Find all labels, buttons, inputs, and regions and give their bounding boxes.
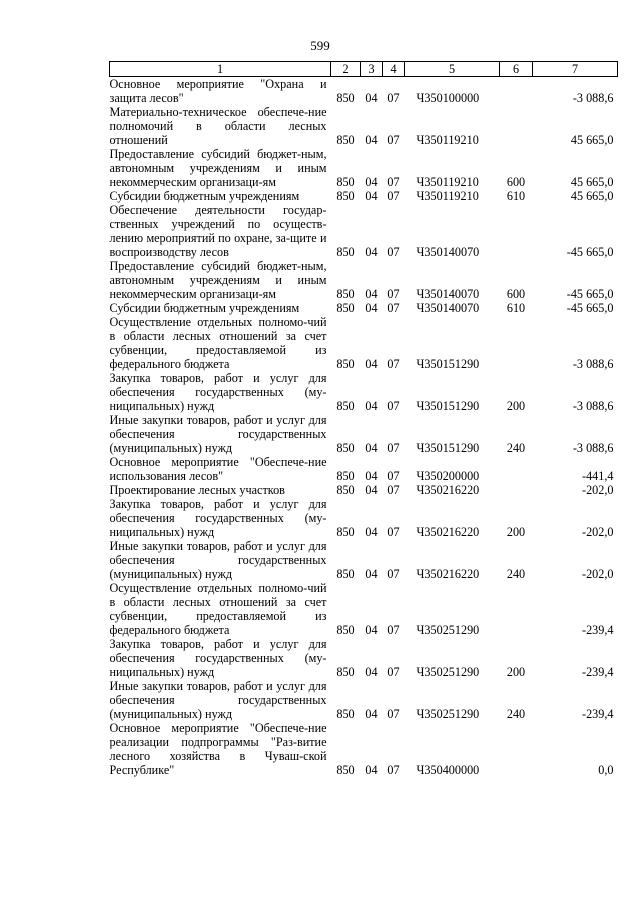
row-section: 04 xyxy=(365,441,378,455)
table-row xyxy=(110,301,618,315)
table-row xyxy=(110,679,618,721)
row-description: Основное мероприятие "Обеспече-ние реализации подпрограммы "Раз-витие лесного хозяйства в Чуваш-ской Республике" xyxy=(109,721,327,777)
row-section: 04 xyxy=(365,707,378,721)
row-section: 04 xyxy=(365,525,378,539)
row-expense-type: 240 xyxy=(506,441,526,455)
row-description: Иные закупки товаров, работ и услуг для обеспечения государственных (муниципальных) нужд xyxy=(109,413,327,455)
row-subsection: 07 xyxy=(387,707,400,721)
row-expense-type xyxy=(500,105,533,147)
row-section: 04 xyxy=(365,133,378,147)
row-subsection: 07 xyxy=(387,469,400,483)
table-row xyxy=(110,497,618,539)
row-subsection: 07 xyxy=(387,483,400,497)
row-glava: 850 xyxy=(336,707,355,721)
column-header: 2 xyxy=(331,62,361,77)
row-section: 04 xyxy=(365,567,378,581)
table-row xyxy=(110,259,618,301)
row-expense-type xyxy=(500,483,533,497)
row-amount: -239,4 xyxy=(582,665,614,679)
row-amount: 45 665,0 xyxy=(570,189,614,203)
row-expense-type: 240 xyxy=(506,707,526,721)
row-amount: -239,4 xyxy=(582,707,614,721)
row-subsection: 07 xyxy=(387,525,400,539)
table-row xyxy=(110,413,618,455)
row-glava: 850 xyxy=(336,567,355,581)
table-header-row xyxy=(110,62,618,77)
row-subsection: 07 xyxy=(387,357,400,371)
row-expense-type: 610 xyxy=(506,301,526,315)
row-glava: 850 xyxy=(336,287,355,301)
page-number: 599 xyxy=(310,38,330,53)
row-description: Предоставление субсидий бюджет-ным, автономным учреждениям и иным некоммерческим организаци-ям xyxy=(109,147,327,189)
row-glava: 850 xyxy=(336,763,355,777)
row-amount: -3 088,6 xyxy=(572,399,614,413)
row-glava: 850 xyxy=(336,301,355,315)
row-target-article: Ч350216220 xyxy=(416,567,480,581)
row-expense-type: 240 xyxy=(506,567,526,581)
row-amount: -239,4 xyxy=(582,623,614,637)
row-target-article: Ч350140070 xyxy=(416,287,480,301)
row-expense-type xyxy=(500,203,533,259)
row-subsection: 07 xyxy=(387,763,400,777)
row-description: Предоставление субсидий бюджет-ным, автономным учреждениям и иным некоммерческим организаци-ям xyxy=(109,259,327,301)
row-subsection: 07 xyxy=(387,91,400,105)
row-section: 04 xyxy=(365,469,378,483)
row-amount: -3 088,6 xyxy=(572,91,614,105)
row-subsection: 07 xyxy=(387,301,400,315)
row-subsection: 07 xyxy=(387,441,400,455)
row-description: Иные закупки товаров, работ и услуг для обеспечения государственных (муниципальных) нужд xyxy=(109,679,327,721)
row-description: Основное мероприятие "Охрана и защита лесов" xyxy=(109,77,327,105)
row-section: 04 xyxy=(365,665,378,679)
row-amount: 0,0 xyxy=(598,763,614,777)
row-expense-type xyxy=(500,581,533,637)
row-section: 04 xyxy=(365,623,378,637)
row-target-article: Ч350140070 xyxy=(416,301,480,315)
row-subsection: 07 xyxy=(387,623,400,637)
table-row xyxy=(110,721,618,777)
row-target-article: Ч350251290 xyxy=(416,707,480,721)
table-row xyxy=(110,147,618,189)
row-amount: -45 665,0 xyxy=(566,245,614,259)
row-glava: 850 xyxy=(336,399,355,413)
row-subsection: 07 xyxy=(387,245,400,259)
row-description: Материально-техническое обеспече-ние полномочий в области лесных отношений xyxy=(109,105,327,147)
column-header: 5 xyxy=(405,62,500,77)
row-subsection: 07 xyxy=(387,175,400,189)
row-glava: 850 xyxy=(336,189,355,203)
row-description: Закупка товаров, работ и услуг для обеспечения государственных (му-ниципальных) нужд xyxy=(109,497,327,539)
row-target-article: Ч350251290 xyxy=(416,665,480,679)
row-expense-type: 200 xyxy=(506,665,526,679)
row-description: Иные закупки товаров, работ и услуг для обеспечения государственных (муниципальных) нужд xyxy=(109,539,327,581)
row-amount: -202,0 xyxy=(582,567,614,581)
row-glava: 850 xyxy=(336,91,355,105)
row-target-article: Ч350119210 xyxy=(416,133,479,147)
table-row xyxy=(110,483,618,497)
row-expense-type xyxy=(500,315,533,371)
column-header: 1 xyxy=(110,62,331,77)
row-subsection: 07 xyxy=(387,133,400,147)
row-description: Обеспечение деятельности государ-ственных учреждений по осуществ-лению мероприятий по охране, за-щите и воспроизводству лесов xyxy=(109,203,327,259)
row-description: Закупка товаров, работ и услуг для обеспечения государственных (му-ниципальных) нужд xyxy=(109,637,327,679)
row-target-article: Ч350151290 xyxy=(416,399,480,413)
row-expense-type: 610 xyxy=(506,189,526,203)
table-row xyxy=(110,189,618,203)
row-amount: 45 665,0 xyxy=(570,133,614,147)
row-glava: 850 xyxy=(336,623,355,637)
row-section: 04 xyxy=(365,357,378,371)
table-row xyxy=(110,315,618,371)
row-description: Осуществление отдельных полномо-чий в области лесных отношений за счет субвенции, предоставляемой из федерального бюджета xyxy=(109,315,327,371)
row-description: Осуществление отдельных полномо-чий в области лесных отношений за счет субвенции, предоставляемой из федерального бюджета xyxy=(109,581,327,637)
table-row xyxy=(110,455,618,483)
row-glava: 850 xyxy=(336,441,355,455)
row-target-article: Ч350140070 xyxy=(416,245,480,259)
row-amount: -202,0 xyxy=(582,525,614,539)
row-glava: 850 xyxy=(336,469,355,483)
row-expense-type: 200 xyxy=(506,525,526,539)
row-glava: 850 xyxy=(336,175,355,189)
row-target-article: Ч350216220 xyxy=(416,525,480,539)
row-description: Закупка товаров, работ и услуг для обеспечения государственных (му-ниципальных) нужд xyxy=(109,371,327,413)
row-description: Субсидии бюджетным учреждениям xyxy=(109,189,300,203)
table-row xyxy=(110,539,618,581)
row-amount: -45 665,0 xyxy=(566,301,614,315)
table-row xyxy=(110,371,618,413)
table-row xyxy=(110,77,618,106)
row-subsection: 07 xyxy=(387,287,400,301)
row-glava: 850 xyxy=(336,525,355,539)
row-target-article: Ч350151290 xyxy=(416,357,480,371)
row-section: 04 xyxy=(365,189,378,203)
row-section: 04 xyxy=(365,245,378,259)
row-section: 04 xyxy=(365,301,378,315)
column-header: 4 xyxy=(383,62,405,77)
row-subsection: 07 xyxy=(387,189,400,203)
row-target-article: Ч350400000 xyxy=(416,763,480,777)
row-description: Субсидии бюджетным учреждениям xyxy=(109,301,300,315)
row-expense-type xyxy=(500,455,533,483)
row-expense-type xyxy=(500,721,533,777)
row-glava: 850 xyxy=(336,357,355,371)
row-expense-type: 600 xyxy=(506,175,526,189)
row-target-article: Ч350251290 xyxy=(416,623,480,637)
row-section: 04 xyxy=(365,175,378,189)
row-amount: -202,0 xyxy=(582,483,614,497)
row-amount: 45 665,0 xyxy=(570,175,614,189)
column-header: 3 xyxy=(361,62,383,77)
row-description: Проектирование лесных участков xyxy=(109,483,285,497)
row-section: 04 xyxy=(365,483,378,497)
row-section: 04 xyxy=(365,287,378,301)
table-row xyxy=(110,581,618,637)
row-expense-type: 600 xyxy=(506,287,526,301)
column-header: 7 xyxy=(533,62,618,77)
row-target-article: Ч350200000 xyxy=(416,469,480,483)
row-target-article: Ч350119210 xyxy=(416,189,479,203)
row-expense-type xyxy=(500,77,533,106)
row-target-article: Ч350119210 xyxy=(416,175,479,189)
row-description: Основное мероприятие "Обеспече-ние использования лесов" xyxy=(109,455,327,483)
row-target-article: Ч350151290 xyxy=(416,441,480,455)
row-subsection: 07 xyxy=(387,665,400,679)
row-glava: 850 xyxy=(336,133,355,147)
row-section: 04 xyxy=(365,91,378,105)
row-glava: 850 xyxy=(336,665,355,679)
row-glava: 850 xyxy=(336,245,355,259)
budget-table xyxy=(109,61,618,777)
table-row xyxy=(110,203,618,259)
row-amount: -3 088,6 xyxy=(572,357,614,371)
table-row xyxy=(110,105,618,147)
row-section: 04 xyxy=(365,399,378,413)
row-expense-type: 200 xyxy=(506,399,526,413)
row-amount: -45 665,0 xyxy=(566,287,614,301)
row-section: 04 xyxy=(365,763,378,777)
row-amount: -3 088,6 xyxy=(572,441,614,455)
row-target-article: Ч350216220 xyxy=(416,483,480,497)
row-subsection: 07 xyxy=(387,567,400,581)
column-header: 6 xyxy=(500,62,533,77)
row-amount: -441,4 xyxy=(582,469,614,483)
table-row xyxy=(110,637,618,679)
row-subsection: 07 xyxy=(387,399,400,413)
row-target-article: Ч350100000 xyxy=(416,91,480,105)
row-glava: 850 xyxy=(336,483,355,497)
